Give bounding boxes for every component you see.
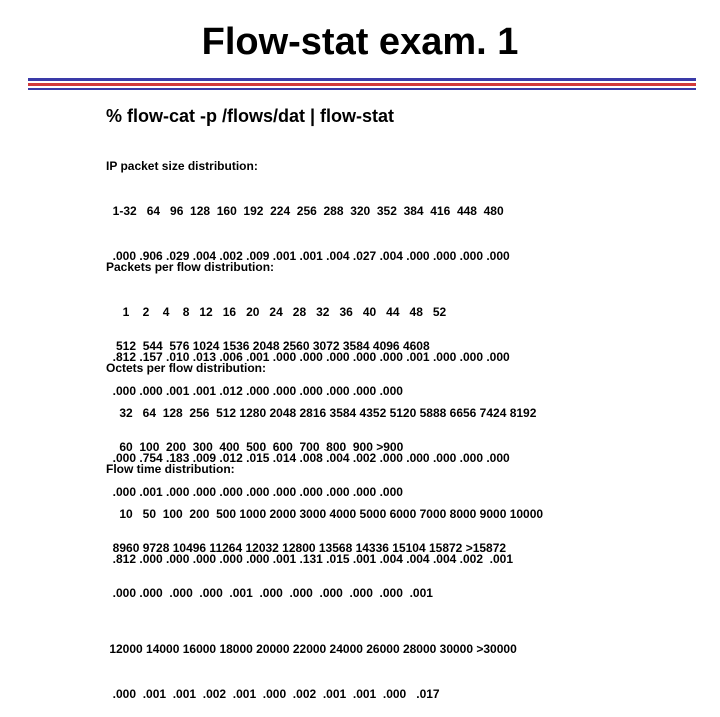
section-header: IP packet size distribution: bbox=[106, 159, 258, 173]
bin-values-row: .000 .000 .001 .001 .012 .000 .000 .000 .000 .000 .000 bbox=[106, 384, 403, 398]
bin-values-row: .000 .906 .029 .004 .002 .009 .001 .001 .004 .027 .004 .000 .000 .000 .000 bbox=[106, 249, 510, 263]
slide-title: Flow-stat exam. 1 bbox=[201, 21, 519, 63]
bin-values-row: .000 .001 .001 .002 .001 .000 .002 .001 .001 .000 .017 bbox=[106, 687, 440, 701]
bin-labels-row: 1 2 4 8 12 16 20 24 28 32 36 40 44 48 52 bbox=[106, 305, 447, 319]
bin-values-row: .812 .157 .010 .013 .006 .001 .000 .000 .000 .000 .000 .001 .000 .000 .000 bbox=[106, 350, 510, 364]
bin-values-row: .000 .000 .000 .000 .001 .000 .000 .000 .000 .000 .001 bbox=[106, 586, 433, 600]
title-rule-blue bbox=[28, 78, 696, 81]
bin-labels-row: 8960 9728 10496 11264 12032 12800 13568 14336 15104 15872 >15872 bbox=[106, 541, 507, 555]
bin-labels-row: 12000 14000 16000 18000 20000 22000 24000 26000 28000 30000 >30000 bbox=[106, 642, 517, 656]
bin-labels-row: 32 64 128 256 512 1280 2048 2816 3584 4352 5120 5888 6656 7424 8192 bbox=[106, 406, 537, 420]
flow-time-section bbox=[106, 432, 543, 717]
bin-labels-row: 512 544 576 1024 1536 2048 2560 3072 3584 4096 4608 bbox=[106, 339, 430, 353]
title-rule-blue-lower bbox=[28, 88, 696, 90]
section-header: Packets per flow distribution: bbox=[106, 260, 275, 274]
blank-line bbox=[106, 597, 543, 612]
bin-values-row: .000 .001 .000 .000 .000 .000 .000 .000 .000 .000 .000 bbox=[106, 485, 403, 499]
command-line: % flow-cat -p /flows/dat | flow-stat bbox=[106, 106, 395, 126]
bin-labels-row: 1-32 64 96 128 160 192 224 256 288 320 352 384 416 448 480 bbox=[106, 204, 504, 218]
bin-values-row: .000 .754 .183 .009 .012 .015 .014 .008 .004 .002 .000 .000 .000 .000 .000 bbox=[106, 451, 510, 465]
title-rule-red bbox=[28, 83, 696, 86]
section-header: Flow time distribution: bbox=[106, 462, 235, 476]
section-header: Octets per flow distribution: bbox=[106, 361, 267, 375]
bin-labels-row: 60 100 200 300 400 500 600 700 800 900 >900 bbox=[106, 440, 404, 454]
bin-values-row: .812 .000 .000 .000 .000 .000 .001 .131 .015 .001 .004 .004 .004 .002 .001 bbox=[106, 552, 514, 566]
bin-labels-row: 10 50 100 200 500 1000 2000 3000 4000 5000 6000 7000 8000 9000 10000 bbox=[106, 507, 544, 521]
